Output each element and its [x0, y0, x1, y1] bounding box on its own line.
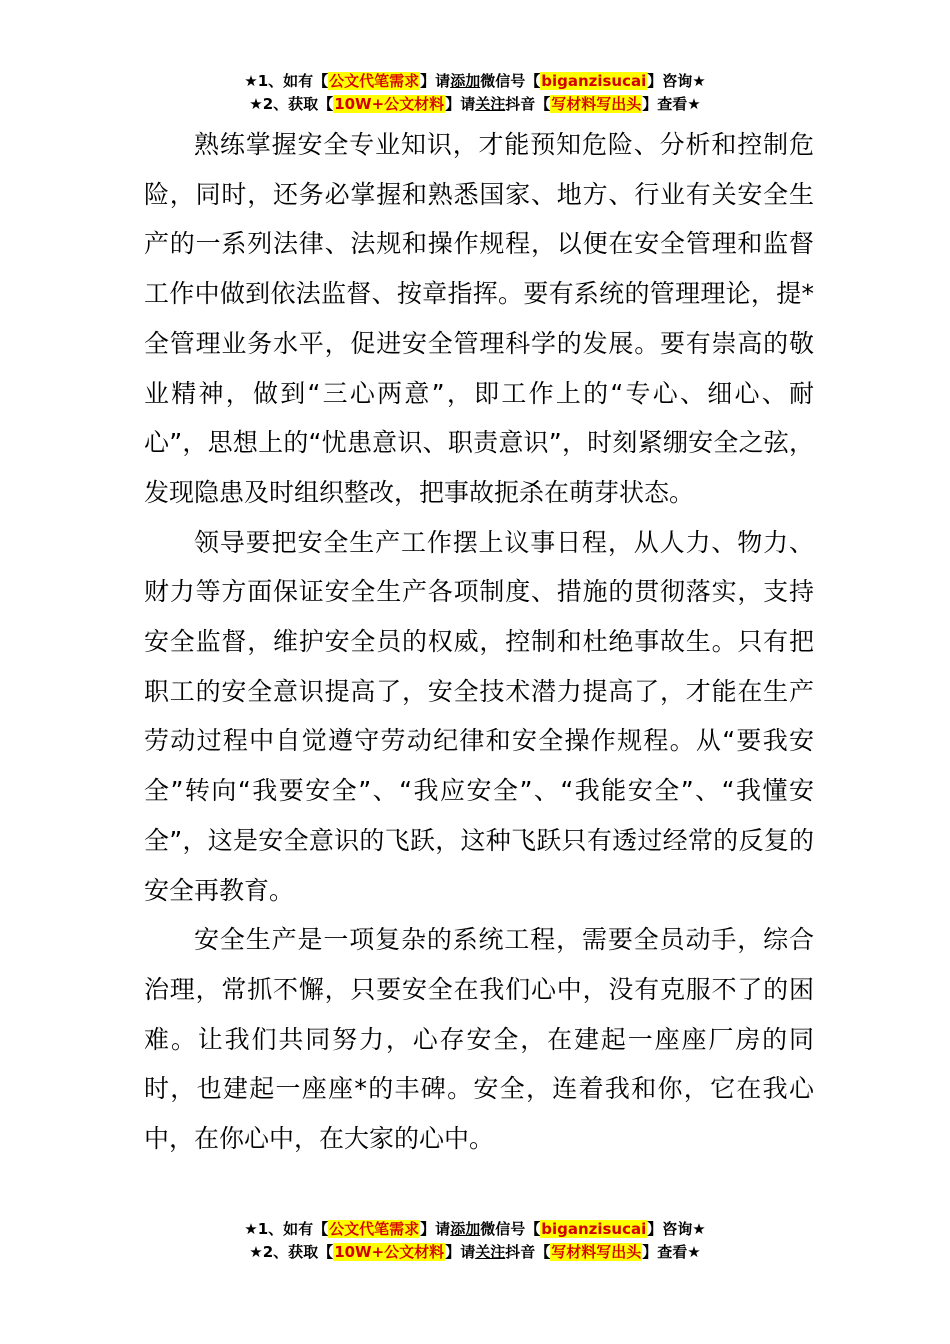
footer-ad-line-1	[0, 1218, 950, 1240]
ad-text: 微信号【	[480, 72, 541, 90]
paragraph-1: 熟练掌握安全专业知识，才能预知危险、分析和控制危险，同时，还务必掌握和熟悉国家、地方、行业有关安全生产的一系列法律、法规和操作规程，以便在安全管理和监督工作中做到依法监督、按章指挥。要有系统的管理理论，提*全管理业务水平，促进安全管理科学的发展。要有崇高的敬业精神，做到“三心两意”，即工作上的“专心、细心、耐心”，思想上的“忧患意识、职责意识”，时刻紧绷安全之弦，发现隐患及时组织整改，把事故扼杀在萌芽状态。	[144, 130, 814, 507]
body-text	[144, 120, 814, 1164]
paragraph-2: 领导要把安全生产工作摆上议事日程，从人力、物力、财力等方面保证安全生产各项制度、措施的贯彻落实，支持安全监督，维护安全员的权威，控制和杜绝事故生。只有把职工的安全意识提高了，安全技术潜力提高了，才能在生产劳动过程中自觉遵守劳动纪律和安全操作规程。从“要我安全”转向“我要安全”、“我应安全”、“我能安全”、“我懂安全”，这是安全意识的飞跃，这种飞跃只有透过经常的反复的安全再教育。	[144, 527, 814, 905]
ad-underlined-text: 添加	[450, 1220, 481, 1238]
ad-highlight: 公文代笔需求	[329, 1220, 420, 1238]
ad-text: 】查看★	[642, 1243, 701, 1261]
ad-wechat-id: biganzisucai	[541, 72, 647, 90]
header-ad-line-1	[0, 70, 950, 92]
ad-douyin-account: 写材料写出头	[551, 1243, 642, 1261]
ad-text: 微信号【	[480, 1220, 541, 1238]
ad-highlight: 10W+公文材料	[334, 95, 445, 113]
ad-text: 】请	[445, 95, 476, 113]
ad-highlight: 公文代笔需求	[329, 72, 420, 90]
ad-underlined-text: 关注	[475, 1243, 506, 1261]
ad-underlined-text: 关注	[475, 95, 506, 113]
ad-text: 】咨询★	[647, 1220, 706, 1238]
ad-text: 抖音【	[505, 95, 551, 113]
header-ad-line-2	[0, 93, 950, 115]
footer-ad-line-2	[0, 1241, 950, 1263]
ad-text: 抖音【	[505, 1243, 551, 1261]
ad-douyin-account: 写材料写出头	[551, 95, 642, 113]
ad-text: 】查看★	[642, 95, 701, 113]
ad-text: 】请	[445, 1243, 476, 1261]
paragraph-3: 安全生产是一项复杂的系统工程，需要全员动手，综合治理，常抓不懈，只要安全在我们心中，没有克服不了的困难。让我们共同努力，心存安全，在建起一座座厂房的同时，也建起一座座*的丰碑。安全，连着我和你，它在我心中，在你心中，在大家的心中。	[144, 925, 814, 1154]
ad-text: ★2、获取【	[249, 1243, 334, 1261]
ad-text: 】咨询★	[647, 72, 706, 90]
ad-text: ★2、获取【	[249, 95, 334, 113]
ad-text: ★1、如有【	[244, 72, 329, 90]
ad-text: 】请	[420, 72, 451, 90]
ad-text: ★1、如有【	[244, 1220, 329, 1238]
ad-text: 】请	[420, 1220, 451, 1238]
ad-highlight: 10W+公文材料	[334, 1243, 445, 1261]
ad-wechat-id: biganzisucai	[541, 1220, 647, 1238]
ad-underlined-text: 添加	[450, 72, 481, 90]
